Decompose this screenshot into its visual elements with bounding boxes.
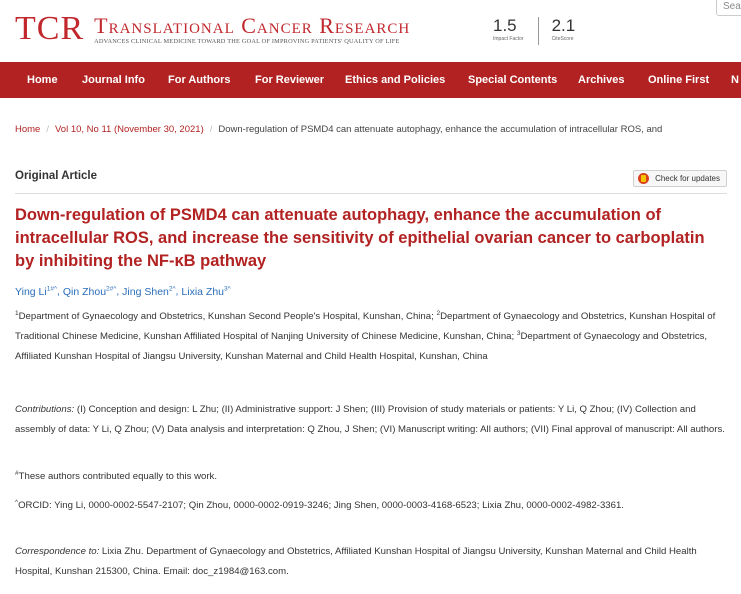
logo-name: Translational Cancer Research	[94, 13, 411, 38]
nav-more[interactable]: N	[731, 74, 739, 86]
correspondence-label: Correspondence to:	[15, 546, 100, 557]
equal-contribution-note: #These authors contributed equally to this work.	[15, 469, 218, 482]
check-updates-label: Check for updates	[655, 174, 720, 183]
author-link[interactable]: Ying $Li^{1\#\^{}}$	[15, 285, 57, 298]
nav-journal-info[interactable]: Journal Info	[82, 74, 145, 86]
citescore-value: 2.1	[551, 16, 576, 35]
breadcrumb-separator: /	[46, 124, 49, 135]
author-list: Ying $Li^{1\#\^{}}$, Qin Zhou$^{2\#\^{}}$, Jing Shen$^{2\^{}}$, Lixia Zhu$^{3\^{}}$	[15, 285, 231, 298]
nav-special-contents[interactable]: Special Contents	[468, 74, 558, 86]
citescore[interactable]	[552, 17, 576, 43]
breadcrumb	[15, 124, 741, 135]
breadcrumb-separator: /	[209, 124, 213, 135]
crossmark-icon	[638, 173, 649, 184]
search-input[interactable]: Sea	[716, 0, 741, 16]
orcid-note: ^ORCID: Ying Li, 0000-0002-5547-2107; Qin Zhou, 0000-0002-0919-3246; Jing Shen, 0000-0003-4168-6523; Lixia Zhu, 0000-0002-4982-3361.	[15, 498, 624, 511]
article-title: Down-regulation of PSMD4 can attenuate autophagy, enhance the accumulation of intracellular ROS, and increase the sensitivity of epithelial ovarian cancer to carboplatin by inhibiting the NF-κB pathway	[15, 206, 705, 270]
site-header	[0, 0, 741, 62]
contributions	[15, 400, 727, 440]
divider	[15, 193, 727, 194]
author-link[interactable]: Lixia Zhu$^{3\^{}}$	[181, 285, 231, 298]
nav-online-first[interactable]: Online First	[648, 74, 710, 86]
nav-for-reviewer[interactable]: For Reviewer	[255, 74, 325, 86]
impact-factor-value: 1.5	[493, 16, 517, 35]
correspondence	[15, 542, 727, 582]
logo-abbrev: TCR	[15, 10, 85, 47]
nav-home[interactable]: Home	[27, 74, 58, 86]
contributions-label: Contributions:	[15, 404, 75, 415]
metric-divider	[538, 17, 539, 45]
author-link[interactable]: Jing Shen$^{2\^{}}$	[122, 285, 176, 298]
journal-logo[interactable]	[15, 12, 410, 52]
breadcrumb-current: Down-regulation of PSMD4 can attenuate autophagy, enhance the accumulation of intracellular ROS, and	[218, 124, 663, 135]
author-link[interactable]: Qin Zhou$^{2\#\^{}}$	[62, 285, 117, 298]
breadcrumb-home[interactable]: Home	[15, 124, 41, 135]
breadcrumb-issue[interactable]: Vol 10, No 11 (November 30, 2021)	[54, 124, 204, 135]
citescore-label: CiteScore	[551, 36, 574, 42]
article-type-row	[15, 168, 727, 188]
impact-factor-label: Impact Factor	[493, 36, 524, 42]
article-type: Original Article	[15, 170, 98, 182]
nav-for-authors[interactable]: For Authors	[168, 74, 231, 86]
main-nav	[0, 62, 741, 98]
correspondence-text: Lixia Zhu. Department of Gynaecology and Obstetrics, Affiliated Kunshan Hospital of Jiangsu University, Kunshan Maternal and Child Health Hospital, Kunshan 215300, China. Email: doc_z1984@163.com.	[15, 546, 697, 577]
logo-tagline: ADVANCES CLINICAL MEDICINE TOWARD THE GOAL OF IMPROVING PATIENTS' QUALITY OF LIFE	[94, 38, 400, 45]
impact-factor[interactable]	[493, 17, 524, 43]
nav-ethics-policies[interactable]: Ethics and Policies	[345, 74, 446, 86]
affiliations: $^1$Department of Gynaecology and Obstetrics, Kunshan Second People's Hospital, Kunshan, China; $^2$Department of Gynaecology and Obstetrics, Kunshan Hospital of Traditional Chinese Medicine, Kunshan Affiliated Hospital of Nanjing University of Chinese Medicine, Kunshan, China; $^3$Department of Gynaecology and Obstetrics, Affiliated Kunshan Hospital of Jiangsu University, Kunshan Maternal and Child Health Hospital, Kunshan, China	[15, 309, 716, 362]
check-updates-button[interactable]	[633, 170, 727, 187]
nav-archives[interactable]: Archives	[578, 74, 625, 86]
journal-metrics	[493, 17, 575, 45]
contributions-text: (I) Conception and design: L Zhu; (II) Administrative support: J Shen; (III) Provision of study materials or patients: Y Li, Q Zhou; (IV) Collection and assembly of data: Y Li, Q Zhou; (V) Data analysis and interpretation: Q Zhou, J Shen; (VI) Manuscript writing: All authors; (VII) Final approval of manuscript: All authors.	[15, 404, 725, 435]
